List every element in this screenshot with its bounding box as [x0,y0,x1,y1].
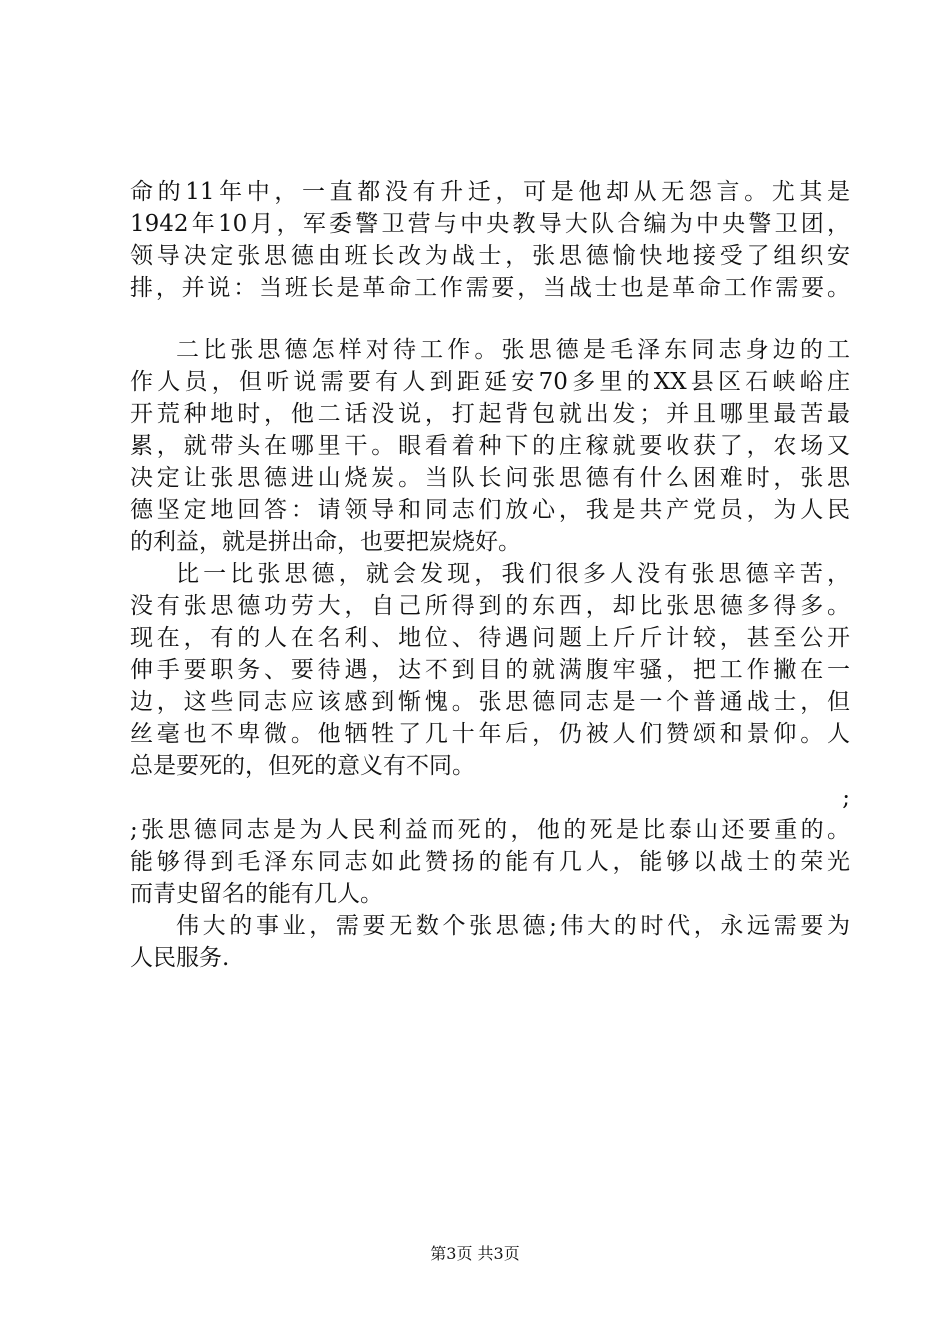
text-line: 作人员，但听说需要有人到距延安70多里的XX县区石峡峪庄 [130,369,850,395]
text-line: 德坚定地回答：请领导和同志们放心，我是共产党员，为人民 [130,497,850,523]
text-line: 伸手要职务、要待遇，达不到目的就满腹牢骚，把工作撇在一 [130,657,850,683]
text-line: 没有张思德功劳大，自己所得到的东西，却比张思德多得多。 [130,593,850,619]
text-line: 累，就带头在哪里干。眼看着种下的庄稼就要收获了，农场又 [130,433,850,459]
text-line: 排，并说：当班长是革命工作需要，当战士也是革命工作需要。 [130,275,850,301]
page-footer [0,1244,950,1264]
text-line: 比一比张思德，就会发现，我们很多人没有张思德辛苦， [176,561,850,587]
text-line: 开荒种地时，他二话没说，打起背包就出发；并且哪里最苦最 [130,401,850,427]
text-line: ;张思德同志是为人民利益而死的，他的死是比泰山还要重的。 [130,817,850,843]
text-line: 而青史留名的能有几人。 [130,881,383,907]
text-line: 1942年10月，军委警卫营与中央教导大队合编为中央警卫团， [130,211,850,237]
text-line: 总是要死的，但死的意义有不同。 [130,753,475,779]
page-number-label: 第3页 共3页 [430,1244,520,1263]
text-line: 的利益，就是拼出命，也要把炭烧好。 [130,529,521,555]
text-line: 边，这些同志应该感到惭愧。张思德同志是一个普通战士，但 [130,689,850,715]
text-line: 命的11年中，一直都没有升迁，可是他却从无怨言。尤其是 [130,179,850,205]
text-line: ; [842,785,850,811]
text-line: 人民服务. [130,945,230,971]
text-line: 二比张思德怎样对待工作。张思德是毛泽东同志身边的工 [176,337,850,363]
text-line: 领导决定张思德由班长改为战士，张思德愉快地接受了组织安 [130,243,850,269]
text-line: 丝毫也不卑微。他牺牲了几十年后，仍被人们赞颂和景仰。人 [130,721,850,747]
text-line: 伟大的事业，需要无数个张思德;伟大的时代，永远需要为 [176,913,850,939]
document-body [130,176,850,974]
text-line: 能够得到毛泽东同志如此赞扬的能有几人，能够以战士的荣光 [130,849,850,875]
paragraph-gap [130,304,850,334]
text-line: 决定让张思德进山烧炭。当队长问张思德有什么困难时，张思 [130,465,850,491]
text-line: 现在，有的人在名利、地位、待遇问题上斤斤计较，甚至公开 [130,625,850,651]
